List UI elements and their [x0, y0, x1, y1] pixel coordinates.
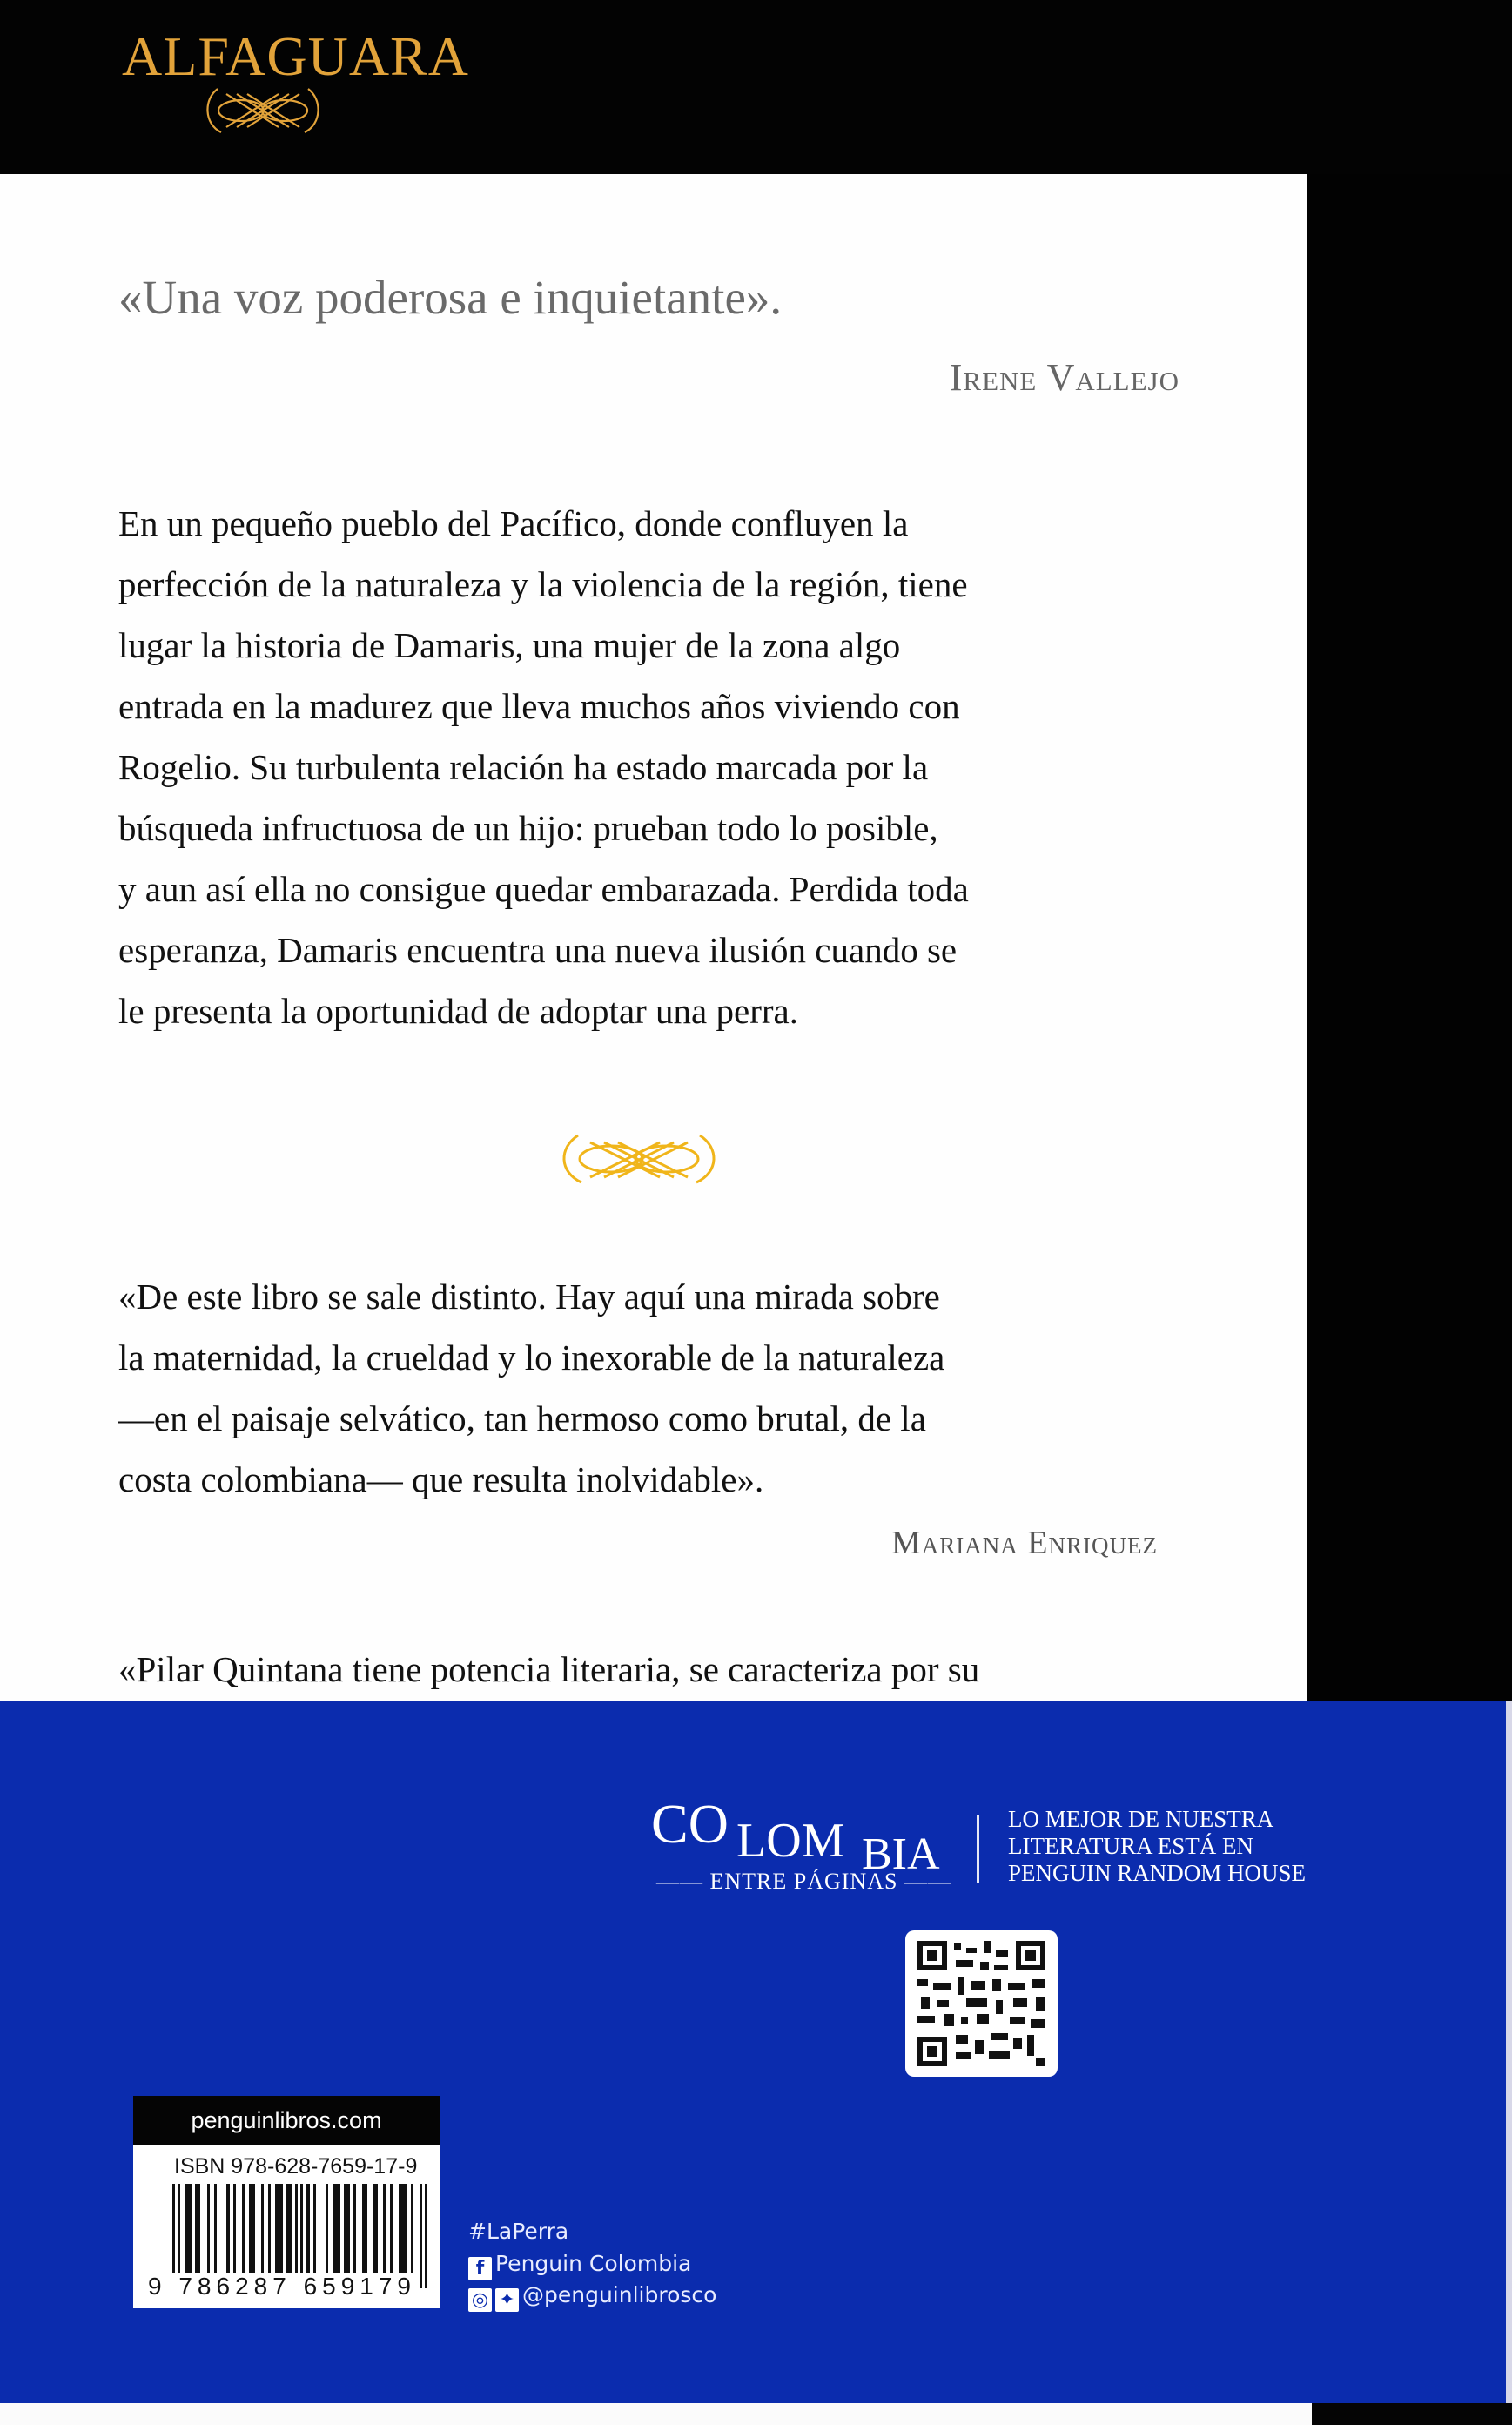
- publisher-logo-text: ALFAGUARA: [122, 25, 469, 87]
- cover-edge: [1506, 1701, 1512, 2403]
- cover-edge-black: [1307, 174, 1512, 1707]
- tagline-line: PENGUIN RANDOM HOUSE: [1008, 1860, 1307, 1886]
- blurb-quote-2-line: la maternidad, la crueldad y lo inexorable de la naturaleza: [118, 1337, 945, 1378]
- social-handle: @penguinlibrosco: [522, 2282, 717, 2307]
- synopsis-line: esperanza, Damaris encuentra una nueva ilusión cuando se: [118, 930, 958, 970]
- blurb-quote-2-line: «De este libro se sale distinto. Hay aquí una mirada sobre: [118, 1276, 940, 1317]
- synopsis-paragraph: [118, 493, 969, 1041]
- synopsis-line: perfección de la naturaleza y la violencia de la región, tiene: [118, 564, 968, 604]
- colombia-logo-co: CO: [651, 1793, 729, 1855]
- blurb-quote-2-line: —en el paisaje selvático, tan hermoso como brutal, de la: [118, 1398, 926, 1438]
- facebook-icon: f: [468, 2257, 492, 2280]
- tagline-line: LITERATURA ESTÁ EN: [1008, 1833, 1253, 1859]
- blurb-quote-1-attribution: Irene Vallejo: [949, 356, 1179, 399]
- synopsis-line: Rogelio. Su turbulenta relación ha estado marcada por la: [118, 747, 929, 787]
- colombia-logo-bia: BIA: [862, 1829, 940, 1879]
- colombia-logo-lom: LOM: [736, 1814, 845, 1868]
- knot-ornament-icon: [552, 1123, 726, 1193]
- blurb-quote-2-attribution: Mariana Enriquez: [891, 1525, 1158, 1561]
- bottom-edge-white: [0, 2403, 1312, 2425]
- vertical-divider: [977, 1815, 979, 1883]
- synopsis-line: y aun así ella no consigue quedar embarazada. Perdida toda: [118, 869, 969, 909]
- social-handle-link[interactable]: [468, 2282, 716, 2312]
- synopsis-line: En un pequeño pueblo del Pacífico, donde confluyen la: [118, 503, 909, 543]
- tagline-line: LO MEJOR DE NUESTRA: [1008, 1806, 1274, 1832]
- facebook-label: Penguin Colombia: [495, 2251, 692, 2276]
- hashtag[interactable]: #LaPerra: [468, 2219, 569, 2244]
- instagram-icon: ◎: [468, 2288, 492, 2312]
- synopsis-line: búsqueda infructuosa de un hijo: prueban todo lo posible,: [118, 808, 938, 848]
- qr-code-icon[interactable]: [905, 1930, 1058, 2077]
- twitter-icon: ✦: [495, 2288, 519, 2312]
- knot-ornament-icon: [202, 84, 324, 138]
- synopsis-line: entrada en la madurez que lleva muchos años viviendo con: [118, 686, 960, 726]
- blurb-quote-2-line: costa colombiana— que resulta inolvidable».: [118, 1459, 764, 1499]
- blurb-quote-2: [118, 1266, 944, 1510]
- synopsis-line: lugar la historia de Damaris, una mujer de la zona algo: [118, 625, 901, 665]
- tagline: [1008, 1806, 1306, 1887]
- synopsis-line: le presenta la oportunidad de adoptar una perra.: [118, 991, 798, 1031]
- isbn-label: ISBN 978-628-7659-17-9: [174, 2154, 418, 2179]
- blurb-quote-1: «Una voz poderosa e inquietante».: [118, 271, 783, 324]
- blurb-quote-3: «Pilar Quintana tiene potencia literaria, se caracteriza por su: [118, 1649, 980, 1689]
- barcode-number: 9 786287 659179: [148, 2273, 416, 2300]
- website-label[interactable]: penguinlibros.com: [133, 2096, 440, 2145]
- colombia-logo-subtitle: —— ENTRE PÁGINAS ——: [656, 1869, 951, 1894]
- facebook-link[interactable]: [468, 2251, 691, 2280]
- bottom-edge-black: [1312, 2403, 1512, 2425]
